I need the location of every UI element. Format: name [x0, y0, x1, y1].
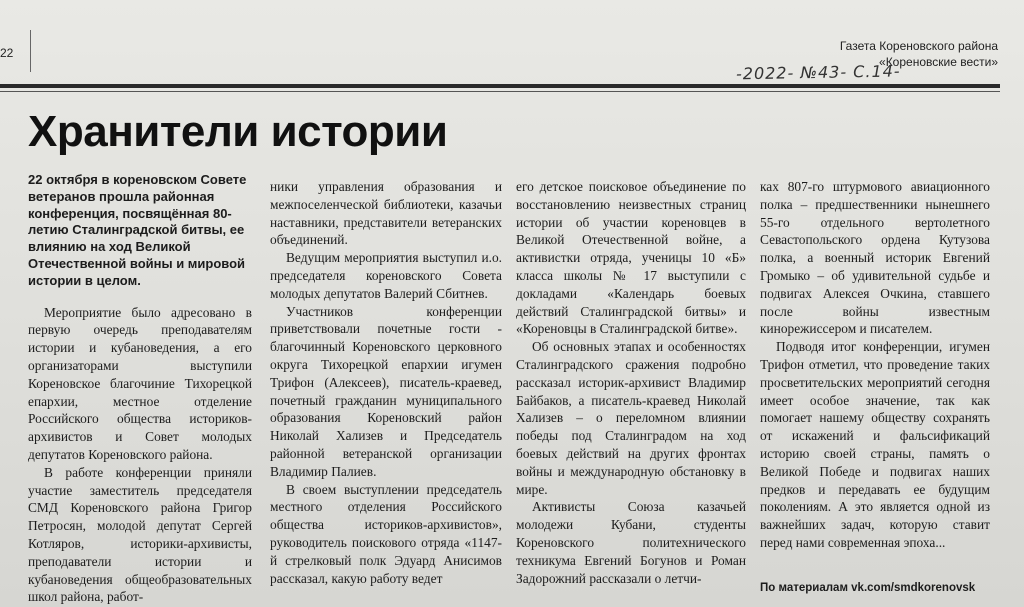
article-lead: 22 октября в кореновском Совете ветеранов прошла районная конференция, посвящённая 80-летию Сталинградской битвы, ее влиянию на ход Великой Отечественной войны и мировой истории в целом. [28, 172, 247, 288]
paragraph: ники управления образования и межпоселенческой библиотеки, казачьи наставники, представители ветеранских объединений. [270, 179, 502, 248]
paragraph: В своем выступлении председатель местного отделения Российского общества историков-архивистов», руководитель поискового отряда «1147-й стрелковый полк Эдуард Анисимов рассказал, какую работу ведет [270, 481, 502, 586]
paragraph: его детское поисковое объединение по восстановлению неизвестных страниц истории об участии кореновцев в Великой Отечественной войне, а активистки отряда, ученицы 10 «Б» класса школы № 17 выступили с докладами «Календарь боевых действий Сталинградской битвы» и «Кореновцы в Сталинградской битве». [516, 179, 746, 337]
header-rule [0, 84, 1000, 88]
paragraph: Мероприятие было адресовано в первую очередь преподавателям истории и кубановедения, а его организаторами выступили Кореновское благочиние Тихорецкой епархии, местное отделение Российского общества историков-архивистов и Совет молодых депутатов Кореновского района. [28, 304, 252, 462]
paragraph: Ведущим мероприятия выступил и.о. председателя кореновского Совета молодых депутатов Валерий Сбитнев. [270, 250, 502, 301]
article-column-3 [516, 178, 746, 587]
paragraph: Активисты Союза казачьей молодежи Кубани, студенты Кореновского политехнического техникума Евгений Богунов и Роман Задорожний рассказали о летчи- [516, 499, 746, 586]
header-rule-thin [0, 91, 1000, 92]
paragraph: Подводя итог конференции, игумен Трифон отметил, что проведение таких просветительских мероприятий сегодня имеет особое значение, так как помогает нашему обществу сохранять от искажений и фальсификаций историю своей страны, память о Великой Победе и подвигах наших предков и передавать ее будущим поколениям. А это является одной из важнейших задач, которую ставит перед нами современная эпоха... [760, 339, 990, 550]
paragraph: Участников конференции приветствовали почетные гости - благочинный Кореновского церковного округа Тихорецкой епархии игумен Трифон (Алексеев), писатель-краевед, почетный гражданин муниципального образования Кореновский район Николай Хализев и Председатель районной ветеранской организации Владимир Палиев. [270, 303, 502, 479]
article-column-4 [760, 178, 990, 552]
article-column-1 [28, 172, 252, 606]
handwritten-note: -2022- №43- С.14- [735, 61, 901, 84]
paragraph: В работе конференции приняли участие заместитель председателя СМД Кореновского района Григор Петросян, молодой депутат Сергей Котляров, историки-архивисты, преподаватели истории и кубановедения общеобразовательных школ района, работ- [28, 464, 252, 605]
paragraph: ках 807-го штурмового авиационного полка – предшественники нынешнего 55-го отдельного вертолетного Севастопольского ордена Кутузова полка, а военный историк Евгений Громыко – об удивительной судьбе и подвигах Алексея Очкина, ставшего после войны известным кинорежиссером и писателем. [760, 179, 990, 337]
masthead-line-2: «Кореновские вести» [879, 55, 998, 69]
source-credit: По материалам vk.com/smdkorenovsk [760, 582, 976, 594]
margin-rule [30, 30, 31, 72]
page-number: 22 [0, 46, 14, 60]
article-headline: Хранители истории [28, 107, 448, 156]
paragraph: Об основных этапах и особенностях Сталинградского сражения подробно рассказал историк-архивист Владимир Байбаков, а писатель-краевед Николай Хализев – о переломном влиянии победы под Сталинградом на ход боевых действий на других фронтах войны и международную обстановку в мире. [516, 339, 746, 497]
article-column-2 [270, 178, 502, 587]
masthead-line-1: Газета Кореновского района [839, 39, 998, 53]
